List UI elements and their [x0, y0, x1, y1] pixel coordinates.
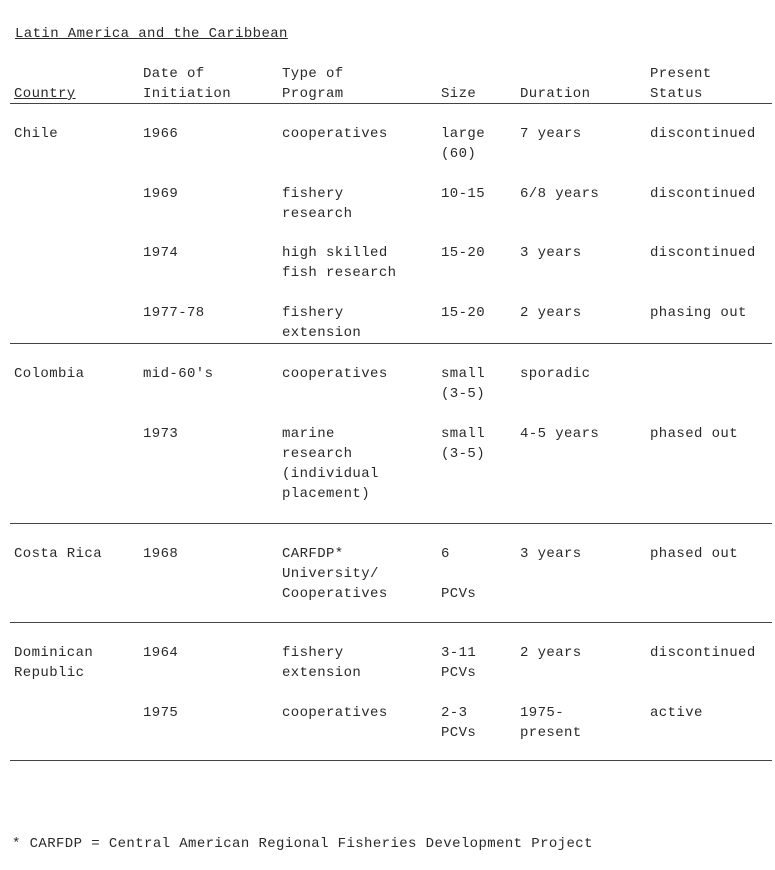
cell-country: Colombia — [14, 366, 85, 382]
cell-duration: sporadic — [520, 366, 591, 382]
header-date-of-initiation: Date of Initiation — [143, 66, 232, 102]
cell-date: 1966 — [143, 126, 179, 142]
table-bottom-rule — [10, 760, 772, 761]
header-present-status: Present Status — [650, 66, 712, 102]
cell-status: active — [650, 705, 703, 721]
cell-type: fishery research — [282, 186, 353, 222]
cell-type: cooperatives — [282, 126, 388, 142]
cell-duration: 1975- present — [520, 705, 582, 741]
cell-date: 1969 — [143, 186, 179, 202]
cell-duration: 6/8 years — [520, 186, 600, 202]
cell-type: CARFDP* University/ Cooperatives — [282, 546, 388, 602]
cell-duration: 2 years — [520, 305, 582, 321]
cell-status: discontinued — [650, 186, 756, 202]
header-type-of-program: Type of Program — [282, 66, 344, 102]
cell-status: discontinued — [650, 645, 756, 661]
cell-status: discontinued — [650, 126, 756, 142]
section-divider — [10, 622, 772, 623]
cell-country: Dominican Republic — [14, 645, 94, 681]
cell-status: phased out — [650, 426, 739, 442]
cell-size: 6 PCVs — [441, 546, 477, 602]
cell-date: 1968 — [143, 546, 179, 562]
section-divider — [10, 523, 772, 524]
cell-country: Chile — [14, 126, 59, 142]
cell-duration: 3 years — [520, 245, 582, 261]
cell-date: 1964 — [143, 645, 179, 661]
cell-size: 15-20 — [441, 245, 486, 261]
cell-size: 3-11 PCVs — [441, 645, 477, 681]
footnote: * CARFDP = Central American Regional Fisheries Development Project — [12, 836, 593, 852]
cell-status: phased out — [650, 546, 739, 562]
header-duration: Duration — [520, 86, 591, 102]
cell-type: cooperatives — [282, 705, 388, 721]
cell-size: small (3-5) — [441, 426, 486, 462]
cell-duration: 3 years — [520, 546, 582, 562]
section-divider — [10, 343, 772, 344]
header-size: Size — [441, 86, 477, 102]
cell-date: 1974 — [143, 245, 179, 261]
cell-type: cooperatives — [282, 366, 388, 382]
cell-duration: 4-5 years — [520, 426, 600, 442]
cell-size: large (60) — [441, 126, 486, 162]
cell-status: phasing out — [650, 305, 747, 321]
cell-size: 15-20 — [441, 305, 486, 321]
header-rule — [10, 103, 772, 104]
cell-duration: 7 years — [520, 126, 582, 142]
cell-size: 2-3 PCVs — [441, 705, 477, 741]
cell-type: fishery extension — [282, 305, 362, 341]
page-title: Latin America and the Caribbean — [15, 26, 288, 42]
cell-date: 1975 — [143, 705, 179, 721]
cell-date: mid-60's — [143, 366, 214, 382]
cell-type: fishery extension — [282, 645, 362, 681]
cell-size: 10-15 — [441, 186, 486, 202]
cell-size: small (3-5) — [441, 366, 486, 402]
cell-date: 1973 — [143, 426, 179, 442]
cell-type: marine research (individual placement) — [282, 426, 379, 502]
cell-status: discontinued — [650, 245, 756, 261]
cell-type: high skilled fish research — [282, 245, 397, 281]
cell-duration: 2 years — [520, 645, 582, 661]
header-country: Country — [14, 86, 76, 102]
cell-country: Costa Rica — [14, 546, 103, 562]
cell-date: 1977-78 — [143, 305, 205, 321]
